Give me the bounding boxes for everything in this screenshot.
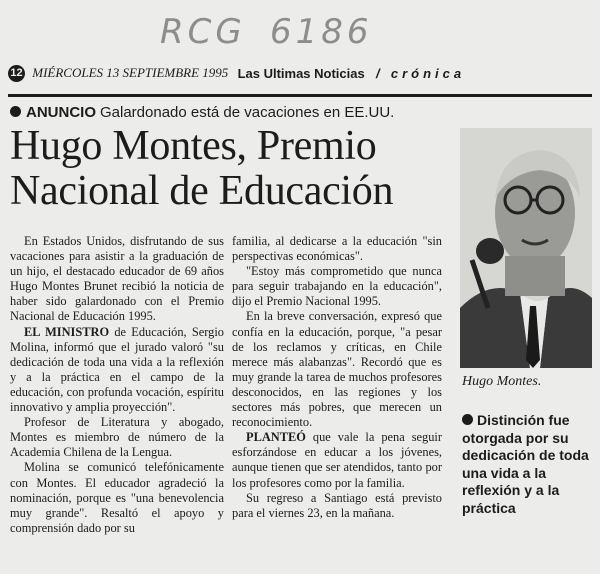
- article-column-2: [232, 234, 442, 521]
- header-rule: [8, 94, 592, 97]
- handwritten-number: 6186: [270, 12, 373, 52]
- kicker-label: ANUNCIO: [26, 104, 96, 121]
- photo-caption: Hugo Montes.: [462, 374, 542, 389]
- paragraph: PLANTEÓ que vale la pena seguir esforzándose en educar a los jóvenes, aunque tienen que ser atendidos, tanto por los profesores como por la familia.: [232, 430, 442, 490]
- paragraph: "Estoy más comprometido que nunca para seguir trabajando en la educación", dijo el Premio Nacional 1995.: [232, 264, 442, 309]
- bullet-icon: [462, 414, 473, 425]
- section-name: crónica: [390, 65, 466, 81]
- kicker-text: Galardonado está de vacaciones en EE.UU.: [100, 104, 395, 121]
- portrait-photo: [460, 128, 592, 368]
- paragraph: EL MINISTRO de Educación, Sergio Molina, informó que el jurado valoró "su dedicación de toda una vida a la reflexión y a la práctica en el campo de la educación, con profunda vocación, espíritu innovativo y amplia proyección".: [10, 324, 224, 415]
- header-date: MIÉRCOLES 13 SEPTIEMBRE 1995: [32, 65, 229, 81]
- handwritten-code: RCG: [160, 12, 246, 52]
- headline: [10, 124, 455, 214]
- headline-line-1: Hugo Montes, Premio: [10, 123, 377, 169]
- paragraph: En la breve conversación, expresó que confía en la educación, porque, "a pesar de los reclamos y críticas, en Chile merece más alabanzas". Recordó que es muy grande la tarea de muchos profesores desconocidos, en las regiones y los sectores más pobres, que merecen un reconocimiento.: [232, 309, 442, 430]
- pull-quote: [462, 412, 594, 517]
- paragraph: familia, al dedicarse a la educación "sin perspectivas económicas".: [232, 234, 442, 264]
- portrait-illustration: [460, 128, 592, 368]
- pull-quote-text: Distinción fue otorgada por su dedicación de toda una vida a la reflexión y a la práctica: [462, 412, 589, 516]
- paragraph: Su regreso a Santiago está previsto para el viernes 23, en la mañana.: [232, 490, 442, 520]
- bullet-icon: [10, 106, 21, 117]
- paragraph: En Estados Unidos, disfrutando de sus vacaciones para asistir a la graduación de un hijo, el destacado educador de 69 años Hugo Montes Brunet recibió la noticia de haber sido galardonado con el Premio Nacional de Educación 1995.: [10, 234, 224, 324]
- article-column-1: [10, 234, 224, 536]
- paragraph: Molina se comunicó telefónicamente con Montes. El educador agradeció la nominación, porque es "una benevolencia muy grande". Resaltó el apoyo y comprensión dado por su: [10, 460, 224, 535]
- page-header: [8, 64, 592, 86]
- newspaper-name: Las Ultimas Noticias: [237, 65, 365, 81]
- headline-line-2: Nacional de Educación: [10, 168, 394, 214]
- paragraph: Profesor de Literatura y abogado, Montes es miembro de número de la Academia Chilena de la Lengua.: [10, 415, 224, 460]
- header-separator: /: [375, 65, 380, 81]
- kicker: [10, 104, 394, 121]
- page-number: 12: [8, 65, 25, 82]
